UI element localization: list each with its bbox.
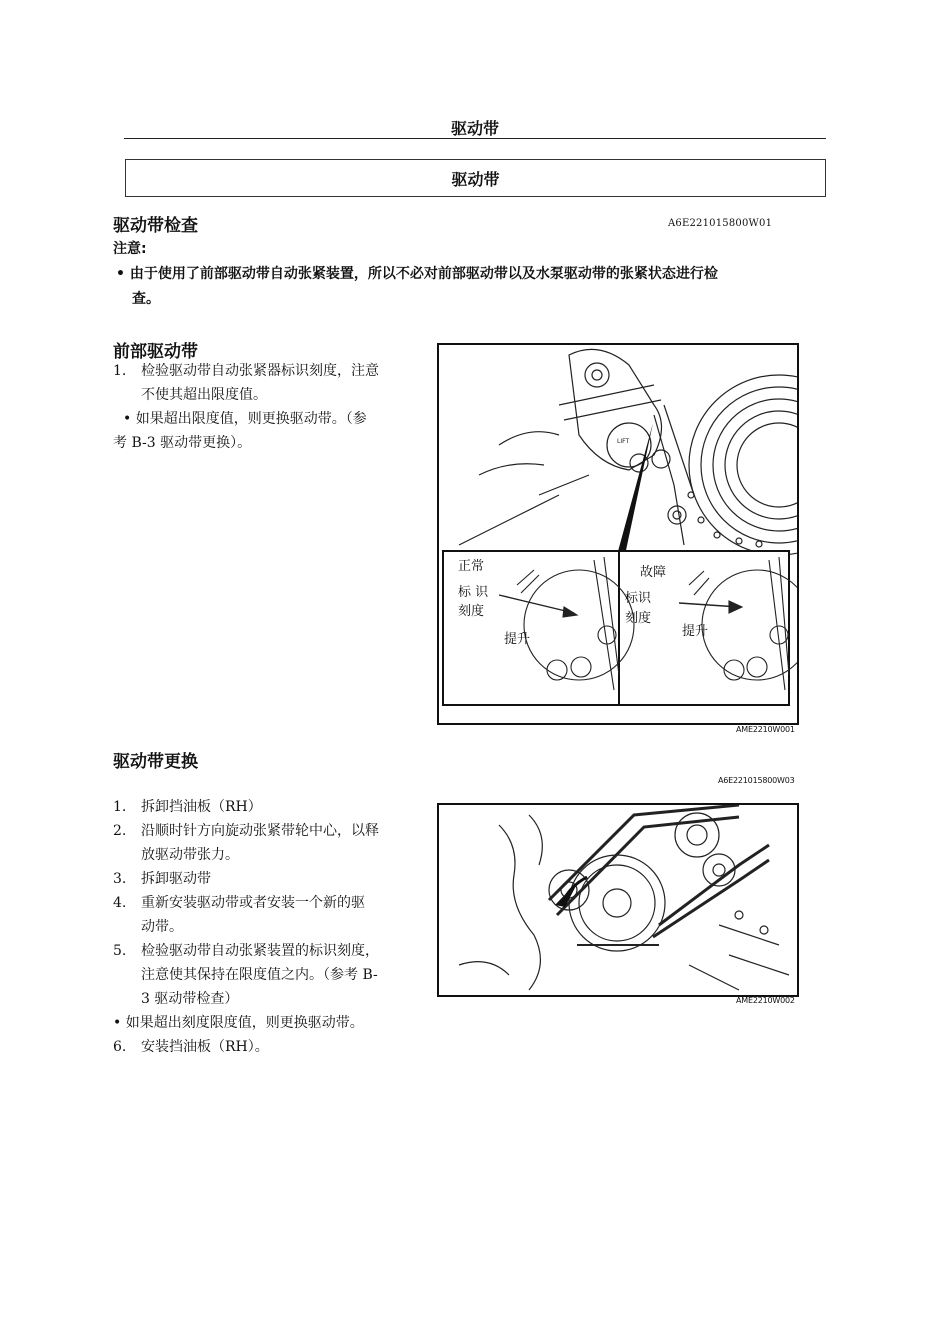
label-mark-a: 标 识	[458, 585, 489, 600]
replacement-doc-code: A6E221015800W03	[718, 776, 795, 785]
label-lift-right: 提升	[682, 624, 709, 639]
header-rule	[124, 138, 826, 139]
section-title-box: 驱动带	[125, 159, 826, 197]
step-number: 1.	[113, 799, 127, 815]
label-normal: 正常	[458, 559, 485, 574]
step-4	[113, 891, 428, 915]
inspection-doc-code: A6E221015800W01	[668, 218, 773, 229]
bullet-text-cont: 考 B-3 驱动带更换）。	[113, 435, 252, 451]
inspection-step-1	[113, 359, 423, 455]
bullet-text: • 如果超出刻度限度值，则更换驱动带。	[113, 1015, 364, 1031]
step-text-cont: 放驱动带张力。	[141, 847, 239, 863]
caution-line-2: 查。	[132, 291, 160, 307]
step-number: 1.	[113, 363, 127, 379]
figure-2-code: AME2210W002	[736, 996, 795, 1005]
step-number: 5.	[113, 943, 127, 959]
step-text: 检验驱动带自动张紧器标识刻度，注意	[141, 363, 379, 379]
step-text: 安装挡油板（RH）。	[141, 1039, 269, 1055]
step-text-cont: 动带。	[141, 919, 183, 935]
step-5	[113, 939, 428, 963]
step-2	[113, 819, 428, 843]
step-text: 拆卸挡油板（RH）	[141, 799, 262, 815]
replacement-heading: 驱动带更换	[113, 752, 198, 772]
figure-1-code: AME2210W001	[736, 725, 795, 734]
step-1	[113, 795, 428, 819]
belt-replacement-figure	[437, 803, 799, 997]
inspection-heading: 驱动带检查	[113, 216, 198, 236]
label-lift-left: 提升	[504, 632, 531, 647]
svg-text:LIFT: LIFT	[617, 438, 630, 445]
step-number: 3.	[113, 871, 127, 887]
label-mark2-b: 刻度	[625, 611, 652, 626]
step-number: 2.	[113, 823, 127, 839]
belt-routing-illustration	[439, 805, 797, 995]
tensioner-figure	[437, 343, 799, 725]
step-3	[113, 867, 428, 891]
label-mark-b: 刻度	[458, 604, 485, 619]
label-mark2-a: 标识	[625, 591, 652, 606]
bullet-text: • 如果超出限度值，则更换驱动带。（参	[123, 411, 367, 427]
step-text-cont: 不使其超出限度值。	[141, 387, 267, 403]
step-text-cont: 3 驱动带检查）	[141, 991, 239, 1007]
step-text: 沿顺时针方向旋动张紧带轮中心，以释	[141, 823, 379, 839]
label-fault: 故障	[640, 565, 667, 580]
running-header-title: 驱动带	[450, 119, 499, 138]
step-6	[113, 1035, 428, 1059]
tensioner-illustration	[439, 345, 797, 723]
step-text: 重新安装驱动带或者安装一个新的驱	[141, 895, 365, 911]
step-number: 6.	[113, 1039, 127, 1055]
step-text: 检验驱动带自动张紧装置的标识刻度，	[141, 943, 379, 959]
replacement-steps	[113, 795, 428, 1059]
front-belt-subheading: 前部驱动带	[113, 342, 198, 362]
step-text-cont: 注意使其保持在限度值之内。（参考 B-	[141, 967, 378, 983]
caution-line-1: • 由于使用了前部驱动带自动张紧装置，所以不必对前部驱动带以及水泵驱动带的张紧状态进行检	[116, 266, 718, 282]
caution-label: 注意:	[113, 241, 147, 257]
step-number: 4.	[113, 895, 127, 911]
step-text: 拆卸驱动带	[141, 871, 211, 887]
